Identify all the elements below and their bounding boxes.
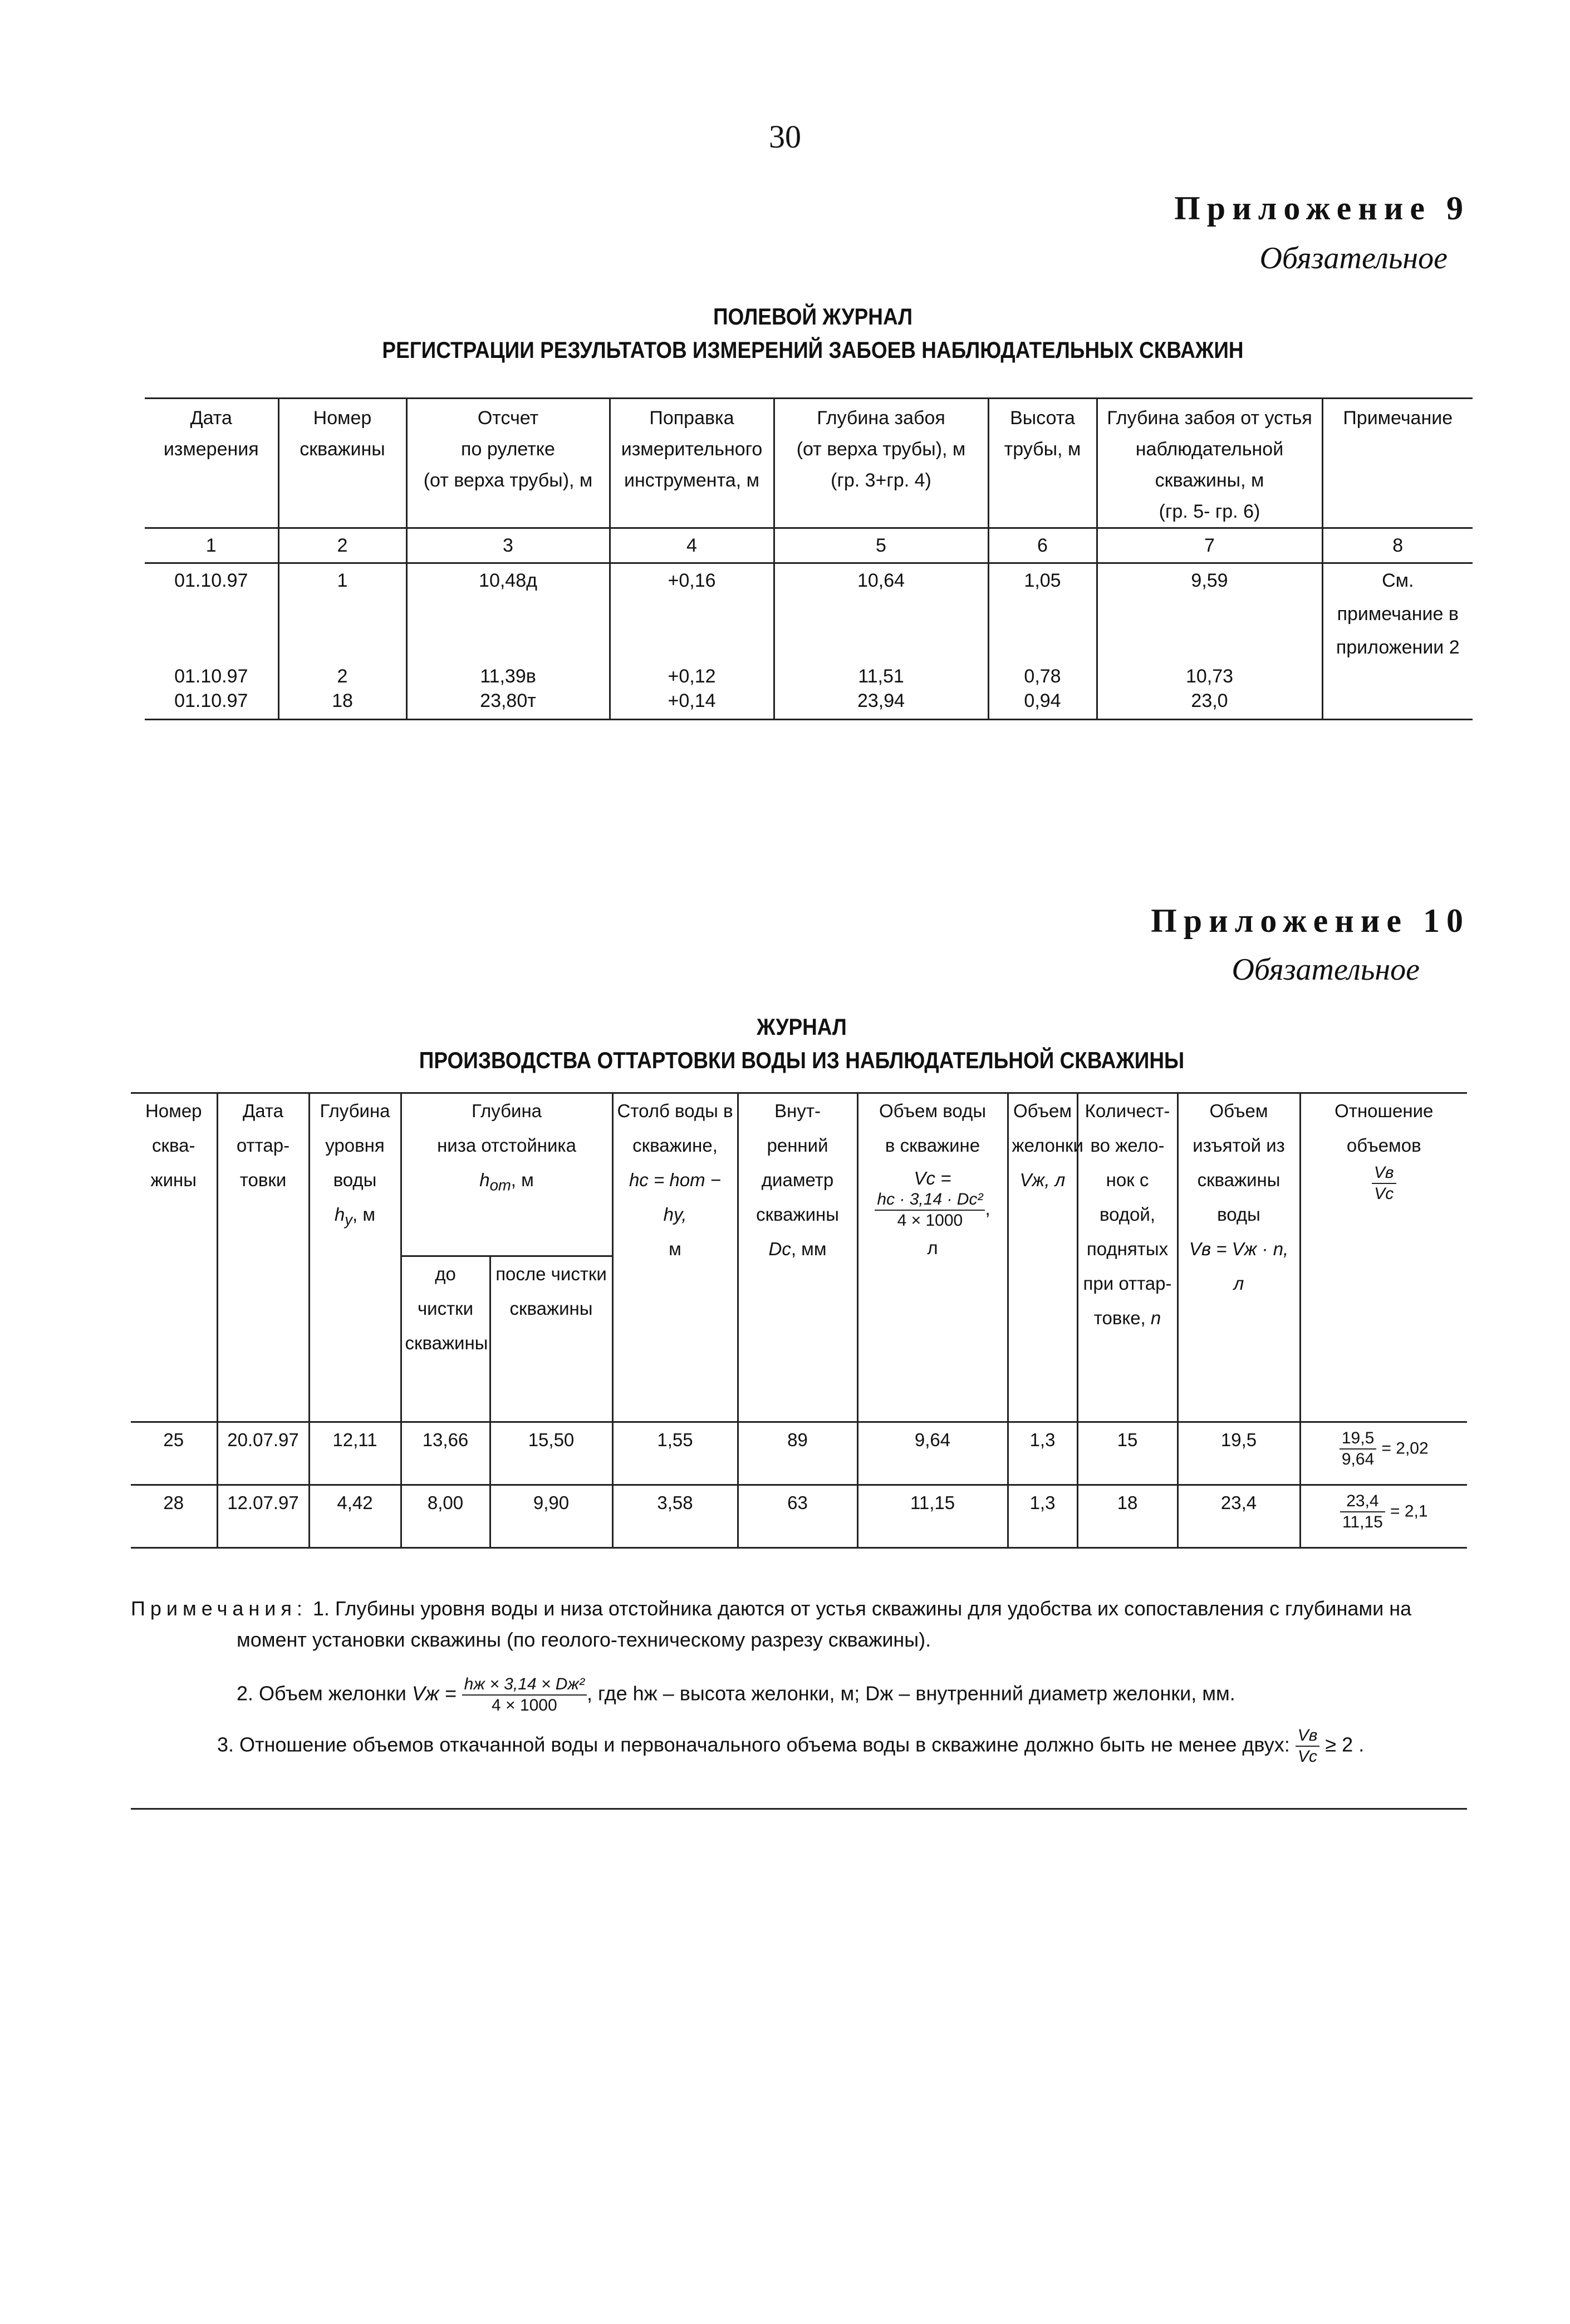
header-depth-from-top: Глубина забоя (от верха трубы), м (гр. 3+гр. 4) xyxy=(774,399,988,528)
cell: 1,3 xyxy=(1008,1485,1077,1548)
cell: 63 xyxy=(738,1485,857,1548)
cell: 20.07.97 xyxy=(217,1422,309,1485)
bottom-rule xyxy=(131,1808,1467,1810)
header-note: Примечание xyxy=(1322,399,1473,528)
cell: 01.10.97 xyxy=(174,666,248,687)
journal-10-title-line1: ЖУРНАЛ xyxy=(757,1014,847,1040)
header-before-cleaning: до чистки скважины xyxy=(401,1256,490,1422)
cell: 01.10.97 xyxy=(174,570,248,591)
col-number: 5 xyxy=(774,528,988,563)
header-bailer-volume: Объем желонки Vж, л xyxy=(1008,1093,1077,1422)
ratio-cell: $\frac{19,5}{9,64}$ = 2,02 xyxy=(1300,1422,1467,1485)
note-cell: См. примечание в приложении 2 xyxy=(1322,563,1473,720)
notes-block xyxy=(131,1593,1467,1767)
table-row xyxy=(145,689,1473,720)
table-row xyxy=(145,563,1473,665)
journal-10-title-line2: ПРОИЗВОДСТВА ОТТАРТОВКИ ВОДЫ ИЗ НАБЛЮДАТЕЛЬНОЙ СКВАЖИНЫ xyxy=(419,1047,1185,1073)
header-water-column: Столб воды в скважине, hс = hот − hу, м xyxy=(612,1093,738,1422)
header-well-number: Номер скважины xyxy=(278,399,406,528)
journal-9-title-line1: ПОЛЕВОЙ ЖУРНАЛ xyxy=(713,303,913,330)
cell: 9,90 xyxy=(490,1485,612,1548)
col-number: 7 xyxy=(1097,528,1322,563)
col-number: 6 xyxy=(988,528,1097,563)
note-1-continuation: момент установки скважины (по геолого-техническому разрезу скважины). xyxy=(237,1628,931,1651)
cell: 23,4 xyxy=(1178,1485,1300,1548)
cell: +0,12 xyxy=(610,664,774,689)
column-number-row xyxy=(145,528,1473,563)
cell: 0,78 xyxy=(988,664,1097,689)
volume-formula: $\frac{\text{hс · 3,14 · Dс²}}{4 \times 1000}$ xyxy=(875,1190,985,1231)
note-2-prefix: 2. Объем желонки xyxy=(237,1682,406,1705)
cell: 15,50 xyxy=(490,1422,612,1485)
cell: 19,5 xyxy=(1178,1422,1300,1485)
header-water-volume: Объем воды в скважине Vс = $\frac{\text{hс · 3,14 · Dс²}}{4 \times 1000}$ , л xyxy=(857,1093,1008,1422)
header-bailing-date: Дата оттар- товки xyxy=(217,1093,309,1422)
col-number: 1 xyxy=(205,535,217,556)
cell: 11,15 xyxy=(857,1485,1008,1548)
appendix-10-status: Обязательное xyxy=(1232,952,1420,987)
cell: 9,64 xyxy=(857,1422,1008,1485)
header-tape-reading: Отсчет по рулетке (от верха трубы), м xyxy=(406,399,610,528)
journal-9-title-line2: РЕГИСТРАЦИИ РЕЗУЛЬТАТОВ ИЗМЕРЕНИЙ ЗАБОЕВ НАБЛЮДАТЕЛЬНЫХ СКВАЖИН xyxy=(382,337,1244,363)
cell: 13,66 xyxy=(401,1422,490,1485)
note-2-suffix: , где hж – высота желонки, м; Dж – внутренний диаметр желонки, мм. xyxy=(587,1682,1235,1705)
cell: 23,80т xyxy=(406,689,610,720)
appendix-9-status: Обязательное xyxy=(1259,241,1448,276)
cell: 12,11 xyxy=(309,1422,401,1485)
cell: 0,94 xyxy=(988,689,1097,720)
note-3 xyxy=(131,1726,1467,1767)
header-sump-depth: Глубина низа отстойника $h_{от}$, м xyxy=(401,1093,612,1256)
cell: 1,05 xyxy=(988,563,1097,665)
header-extracted-volume: Объем изъятой из скважины воды Vв = Vж · n, л xyxy=(1178,1093,1300,1422)
cell: 25 xyxy=(163,1429,184,1450)
header-inner-diameter: Внут- ренний диаметр скважины Dс, мм xyxy=(738,1093,857,1422)
cell: 4,42 xyxy=(309,1485,401,1548)
table-row xyxy=(131,1422,1467,1485)
note-3-text: 3. Отношение объемов откачанной воды и первоначального объема воды в скважине должно быть не менее двух: xyxy=(217,1733,1290,1756)
header-after-cleaning: после чистки скважины xyxy=(490,1256,612,1422)
cell: 10,48д xyxy=(406,563,610,665)
cell: 23,94 xyxy=(774,689,988,720)
note-1-text: 1. Глубины уровня воды и низа отстойника даются от устья скважины для удобства их сопоставления с глубинами на xyxy=(312,1597,1412,1620)
header-bailer-count: Количест- во жело- нок с водой, поднятых при оттар- товке, n xyxy=(1077,1093,1178,1422)
cell: 15 xyxy=(1077,1422,1178,1485)
note-1 xyxy=(131,1593,1467,1624)
ratio-formula: $\frac{Vв}{Vс}$ xyxy=(1296,1726,1320,1767)
cell: +0,16 xyxy=(610,563,774,665)
notes-label: Примечания: xyxy=(131,1597,307,1620)
header-water-level-depth: Глубина уровня воды $h_у$, м xyxy=(309,1093,401,1422)
cell: 8,00 xyxy=(401,1485,490,1548)
note-2-lhs: Vж = xyxy=(411,1682,457,1705)
col-number: 8 xyxy=(1322,528,1473,563)
table-row xyxy=(145,664,1473,689)
table-header-row xyxy=(131,1093,1467,1256)
bailing-table xyxy=(131,1092,1467,1549)
header-correction: Поправка измерительного инструмента, м xyxy=(610,399,774,528)
cell: 2 xyxy=(278,664,406,689)
header-well-number: Номер сква- жины xyxy=(145,1100,202,1190)
cell: 18 xyxy=(278,689,406,720)
note-3-tail: ≥ 2 . xyxy=(1325,1733,1365,1756)
header-pipe-height: Высота трубы, м xyxy=(988,399,1097,528)
table-row xyxy=(131,1485,1467,1548)
cell: 10,73 xyxy=(1097,664,1322,689)
header-depth-from-mouth: Глубина забоя от устья наблюдательной скважины, м (гр. 5- гр. 6) xyxy=(1097,399,1322,528)
table-header-row xyxy=(145,399,1473,528)
cell: 3,58 xyxy=(612,1485,738,1548)
cell: 11,51 xyxy=(774,664,988,689)
measurement-table xyxy=(145,397,1473,720)
col-number: 4 xyxy=(610,528,774,563)
col-number: 2 xyxy=(278,528,406,563)
appendix-9-title: Приложение 9 xyxy=(1174,190,1470,227)
cell: 10,64 xyxy=(774,563,988,665)
cell: 01.10.97 xyxy=(174,690,248,711)
cell: 23,0 xyxy=(1097,689,1322,720)
header-volume-ratio: Отношение объемов $\frac{Vв}{Vс}$ xyxy=(1300,1093,1467,1422)
ratio-cell: $\frac{23,4}{11,15}$ = 2,1 xyxy=(1300,1485,1467,1548)
appendix-10-title: Приложение 10 xyxy=(1151,902,1470,939)
cell: 28 xyxy=(163,1492,184,1513)
cell: 12.07.97 xyxy=(217,1485,309,1548)
cell: +0,14 xyxy=(610,689,774,720)
page-number: 30 xyxy=(769,119,801,155)
cell: 18 xyxy=(1077,1485,1178,1548)
bailer-volume-formula: $\frac{\text{hж × 3,14 × Dж²}}{4 \times 1000}$ xyxy=(462,1674,587,1716)
col-number: 3 xyxy=(406,528,610,563)
cell: 89 xyxy=(738,1422,857,1485)
note-2 xyxy=(131,1674,1467,1716)
cell: 11,39в xyxy=(406,664,610,689)
cell: 1 xyxy=(278,563,406,665)
cell: 1,55 xyxy=(612,1422,738,1485)
cell: 9,59 xyxy=(1097,563,1322,665)
header-date: Дата измерения xyxy=(163,407,259,460)
cell: 1,3 xyxy=(1008,1422,1077,1485)
